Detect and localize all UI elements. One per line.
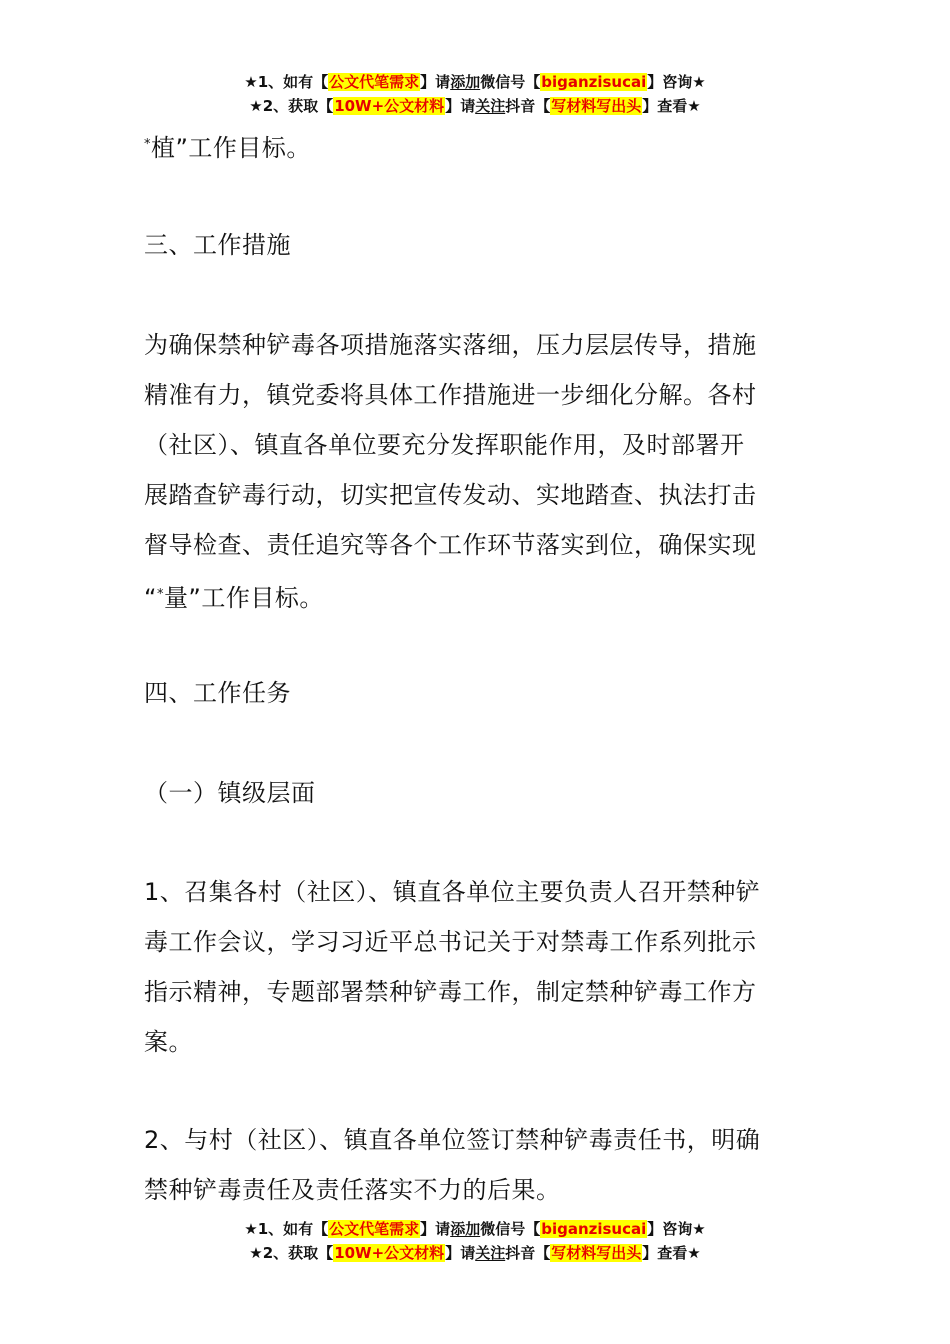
subsection-heading: （一）镇级层面 (144, 779, 316, 807)
paragraph-text: 量”工作目标。 (163, 584, 324, 612)
underlined-text: 关注 (475, 1244, 506, 1262)
banner-text: 】查看★ (642, 1244, 701, 1262)
section-heading-3: 三、工作措施 (144, 231, 291, 259)
banner-text: 】咨询★ (647, 1220, 706, 1238)
highlight-text: biganzisucai (541, 1220, 647, 1238)
underlined-text: 添加 (450, 73, 481, 91)
measures-line-6 (144, 570, 816, 623)
redaction-mark: * (156, 587, 164, 602)
banner-line-1 (0, 70, 950, 94)
highlight-text: 写材料写出头 (551, 97, 642, 115)
item2-line-2: 禁种铲毒责任及责任落实不力的后果。 (144, 1176, 561, 1204)
item1-line-1: 1、召集各村（社区）、镇直各单位主要负责人召开禁种铲 (144, 878, 761, 906)
banner-text: 微信号【 (480, 73, 541, 91)
paragraph-text: 植”工作目标。 (151, 134, 311, 162)
item1-line-3: 指示精神，专题部署禁种铲毒工作，制定禁种铲毒工作方 (144, 978, 757, 1006)
highlight-text: 10W+公文材料 (334, 1244, 445, 1262)
banner-text: 】请 (445, 1244, 476, 1262)
banner-text: 抖音【 (505, 97, 551, 115)
banner-text: ★1、如有【 (244, 73, 329, 91)
banner-text: 微信号【 (480, 1220, 541, 1238)
banner-text: 】请 (445, 97, 476, 115)
banner-text: 抖音【 (505, 1244, 551, 1262)
header-banner (0, 70, 950, 118)
highlight-text: 公文代笔需求 (329, 73, 420, 91)
section-heading-4: 四、工作任务 (144, 679, 291, 707)
banner-line-1 (0, 1217, 950, 1241)
measures-line-2: 精准有力，镇党委将具体工作措施进一步细化分解。各村 (144, 381, 757, 409)
intro-paragraph (144, 120, 816, 173)
footer-banner (0, 1217, 950, 1265)
item2-line-1: 2、与村（社区）、镇直各单位签订禁种铲毒责任书，明确 (144, 1126, 761, 1154)
banner-line-2 (0, 1241, 950, 1265)
highlight-text: 公文代笔需求 (329, 1220, 420, 1238)
underlined-text: 关注 (475, 97, 506, 115)
measures-line-4: 展踏查铲毒行动，切实把宣传发动、实地踏查、执法打击 (144, 481, 757, 509)
item1-line-4: 案。 (144, 1028, 193, 1056)
banner-text: ★2、获取【 (249, 97, 334, 115)
quote-mark: “ (144, 584, 157, 612)
measures-line-5: 督导检查、责任追究等各个工作环节落实到位，确保实现 (144, 531, 757, 559)
item1-line-2: 毒工作会议，学习习近平总书记关于对禁毒工作系列批示 (144, 928, 757, 956)
highlight-text: 写材料写出头 (551, 1244, 642, 1262)
measures-line-1: 为确保禁种铲毒各项措施落实落细，压力层层传导，措施 (144, 331, 757, 359)
banner-text: 】咨询★ (647, 73, 706, 91)
banner-text: 】请 (420, 73, 451, 91)
underlined-text: 添加 (450, 1220, 481, 1238)
redaction-mark: * (144, 137, 151, 152)
banner-text: ★1、如有【 (244, 1220, 329, 1238)
measures-line-3: （社区）、镇直各单位要充分发挥职能作用，及时部署开 (144, 431, 745, 459)
banner-text: 】请 (420, 1220, 451, 1238)
banner-text: ★2、获取【 (249, 1244, 334, 1262)
banner-line-2 (0, 94, 950, 118)
highlight-text: 10W+公文材料 (334, 97, 445, 115)
highlight-text: biganzisucai (541, 73, 647, 91)
banner-text: 】查看★ (642, 97, 701, 115)
